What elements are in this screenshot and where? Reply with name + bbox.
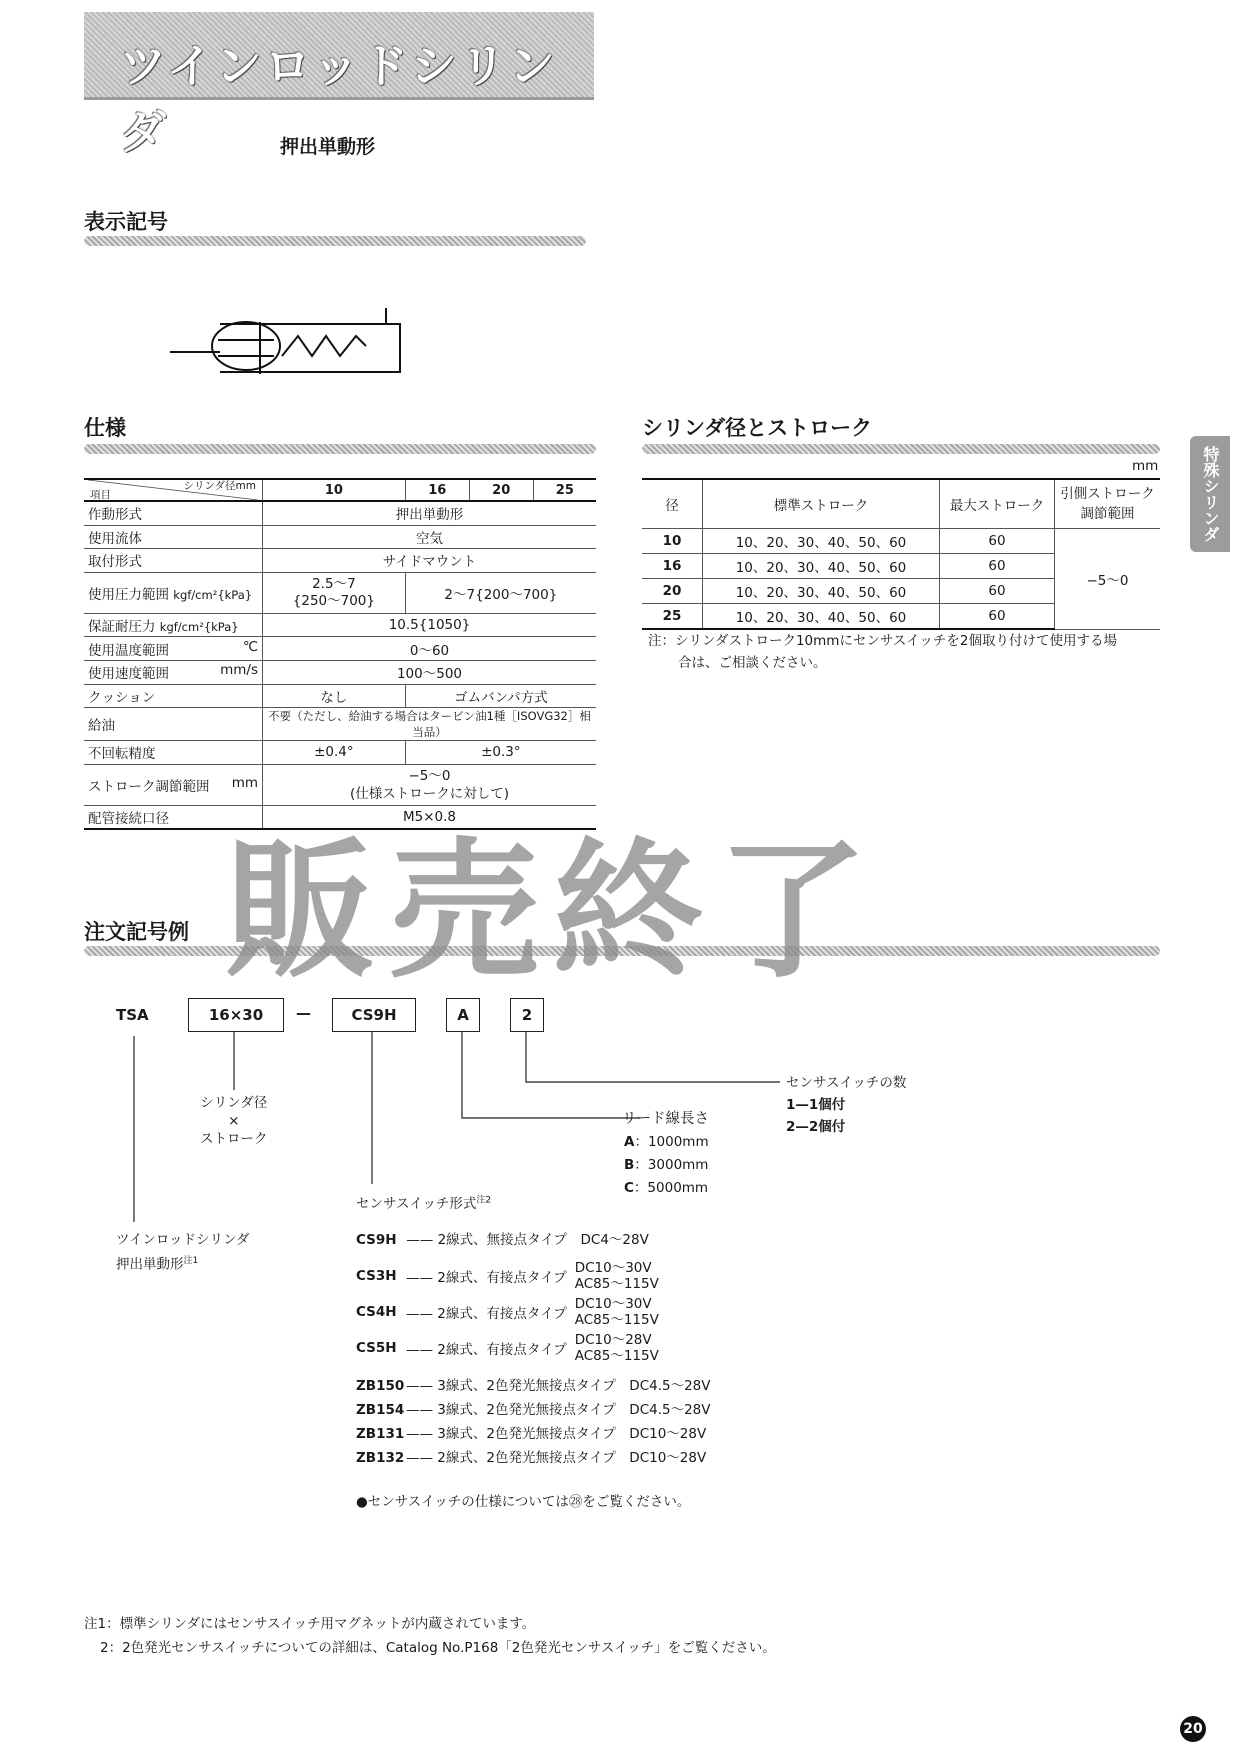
- spec-value: −5〜0 (仕様ストロークに対して): [263, 764, 597, 805]
- spec-value: 空気: [263, 525, 597, 549]
- code-size-box: 16×30: [188, 998, 284, 1032]
- stroke-header-max: 最大ストローク: [940, 479, 1055, 529]
- sensor-item: CS9H —— 2線式、無接点タイプ DC4〜28V: [356, 1232, 649, 1248]
- stroke-section-title: シリンダ径とストローク: [642, 416, 873, 440]
- sensor-label: センサスイッチ形式$^{注2}$: [356, 1195, 492, 1212]
- spec-value: ±0.3°: [405, 741, 596, 765]
- spec-label: 保証耐圧力 kgf/cm²{kPa}: [84, 613, 263, 637]
- order-section-title: 注文記号例: [84, 920, 189, 944]
- stroke-bore: 10: [642, 529, 703, 554]
- stroke-bore: 16: [642, 554, 703, 579]
- footnotes: 注1：標準シリンダにはセンサスイッチ用マグネットが内蔵されています。 2：2色発光センサスイッチについての詳細は、Catalog No.P168「2色発光センサスイッチ」をご覧ください。: [84, 1616, 776, 1656]
- stroke-unit: mm: [1132, 458, 1159, 474]
- spec-value: 2〜7{200〜700}: [405, 572, 596, 613]
- code-lead-box: A: [446, 998, 480, 1032]
- spec-label: 取付形式: [84, 549, 263, 573]
- code-qty-box: 2: [510, 998, 544, 1032]
- sensor-item: CS5H —— 2線式、有接点タイプ DC10〜28V AC85〜115V: [356, 1332, 659, 1364]
- stroke-bore: 25: [642, 604, 703, 630]
- bore-header: 10: [263, 479, 406, 501]
- spec-value: サイドマウント: [263, 549, 597, 573]
- series-label: ツインロッドシリンダ 押出単動形$^{注1}$: [116, 1232, 250, 1273]
- spec-value: なし: [263, 684, 406, 708]
- stroke-max: 60: [940, 579, 1055, 604]
- corner-bore-label: シリンダ径mm: [183, 480, 256, 492]
- spec-label: 不回転精度: [84, 741, 263, 765]
- stroke-header-standard: 標準ストローク: [703, 479, 940, 529]
- spec-value: ±0.4°: [263, 741, 406, 765]
- discontinued-stamp: 販売終了: [225, 825, 882, 999]
- sensor-item: ZB131 —— 3線式、2色発光無接点タイプ DC10〜28V: [356, 1426, 707, 1442]
- code-dash: —: [296, 1004, 311, 1022]
- stroke-standard: 10、20、30、40、50、60: [703, 554, 940, 579]
- spec-section-title: 仕様: [84, 416, 126, 440]
- code-series: TSA: [116, 1006, 149, 1024]
- spec-label: 配管接続口径: [84, 805, 263, 829]
- spec-value: ゴムバンパ方式: [405, 684, 596, 708]
- sensor-item: CS4H —— 2線式、有接点タイプ DC10〜30V AC85〜115V: [356, 1296, 659, 1328]
- spec-value: 2.5〜7 {250〜700}: [263, 572, 406, 613]
- stroke-adjust-value: −5〜0: [1055, 529, 1161, 630]
- spec-value: 不要（ただし、給油する場合はタービン油1種［ISOVG32］相当品）: [263, 708, 597, 741]
- size-label: シリンダ径 × ストローク: [200, 1095, 268, 1147]
- spec-value: 100〜500: [263, 660, 597, 684]
- spec-label: 使用圧力範囲 kgf/cm²{kPa}: [84, 572, 263, 613]
- spec-label: 使用速度範囲 mm/s: [84, 660, 263, 684]
- sensor-reference: ●センサスイッチの仕様については㉘をご覧ください。: [356, 1494, 691, 1510]
- qty-label: センサスイッチの数 1—1個付 2—2個付: [786, 1075, 907, 1135]
- stroke-max: 60: [940, 554, 1055, 579]
- spec-label: 使用温度範囲 ℃: [84, 637, 263, 661]
- page-subtitle: 押出単動形: [280, 136, 376, 158]
- stroke-standard: 10、20、30、40、50、60: [703, 604, 940, 630]
- spec-value: 10.5{1050}: [263, 613, 597, 637]
- symbol-section-title: 表示記号: [84, 210, 168, 234]
- stroke-header-adjust: 引側ストローク 調節範囲: [1055, 479, 1161, 529]
- spec-value: 押出単動形: [263, 501, 597, 525]
- page-number: 20: [1180, 1716, 1206, 1742]
- sensor-item: ZB154 —— 3線式、2色発光無接点タイプ DC4.5〜28V: [356, 1402, 711, 1418]
- spec-label: 使用流体: [84, 525, 263, 549]
- side-category-tab: 特殊シリンダ: [1190, 436, 1230, 552]
- stroke-standard: 10、20、30、40、50、60: [703, 529, 940, 554]
- stroke-header-bore: 径: [642, 479, 703, 529]
- spec-label: ストローク調節範囲 mm: [84, 764, 263, 805]
- bore-header: 25: [533, 479, 596, 501]
- stroke-max: 60: [940, 604, 1055, 630]
- spec-value: 0〜60: [263, 637, 597, 661]
- spec-value: M5×0.8: [263, 805, 597, 829]
- stroke-note: 注：シリンダストローク10mmにセンサスイッチを2個取り付けて使用する場 合は、ご相談ください。: [648, 633, 1117, 671]
- stroke-bore: 20: [642, 579, 703, 604]
- corner-item-label: 項目: [90, 489, 111, 501]
- bore-header: 20: [469, 479, 533, 501]
- page-title: ツインロッドシリンダ: [120, 39, 558, 159]
- sensor-item: ZB150 —— 3線式、2色発光無接点タイプ DC4.5〜28V: [356, 1378, 711, 1394]
- bore-header: 16: [405, 479, 469, 501]
- spec-label: クッション: [84, 684, 263, 708]
- sensor-item: CS3H —— 2線式、有接点タイプ DC10〜30V AC85〜115V: [356, 1260, 659, 1292]
- stroke-max: 60: [940, 529, 1055, 554]
- spec-label: 給油: [84, 708, 263, 741]
- spec-label: 作動形式: [84, 501, 263, 525]
- stroke-standard: 10、20、30、40、50、60: [703, 579, 940, 604]
- lead-label: リード線長さ A：1000mm B：3000mm C：5000mm: [622, 1111, 709, 1196]
- sensor-item: ZB132 —— 2線式、2色発光無接点タイプ DC10〜28V: [356, 1450, 707, 1466]
- code-sensor-box: CS9H: [332, 998, 416, 1032]
